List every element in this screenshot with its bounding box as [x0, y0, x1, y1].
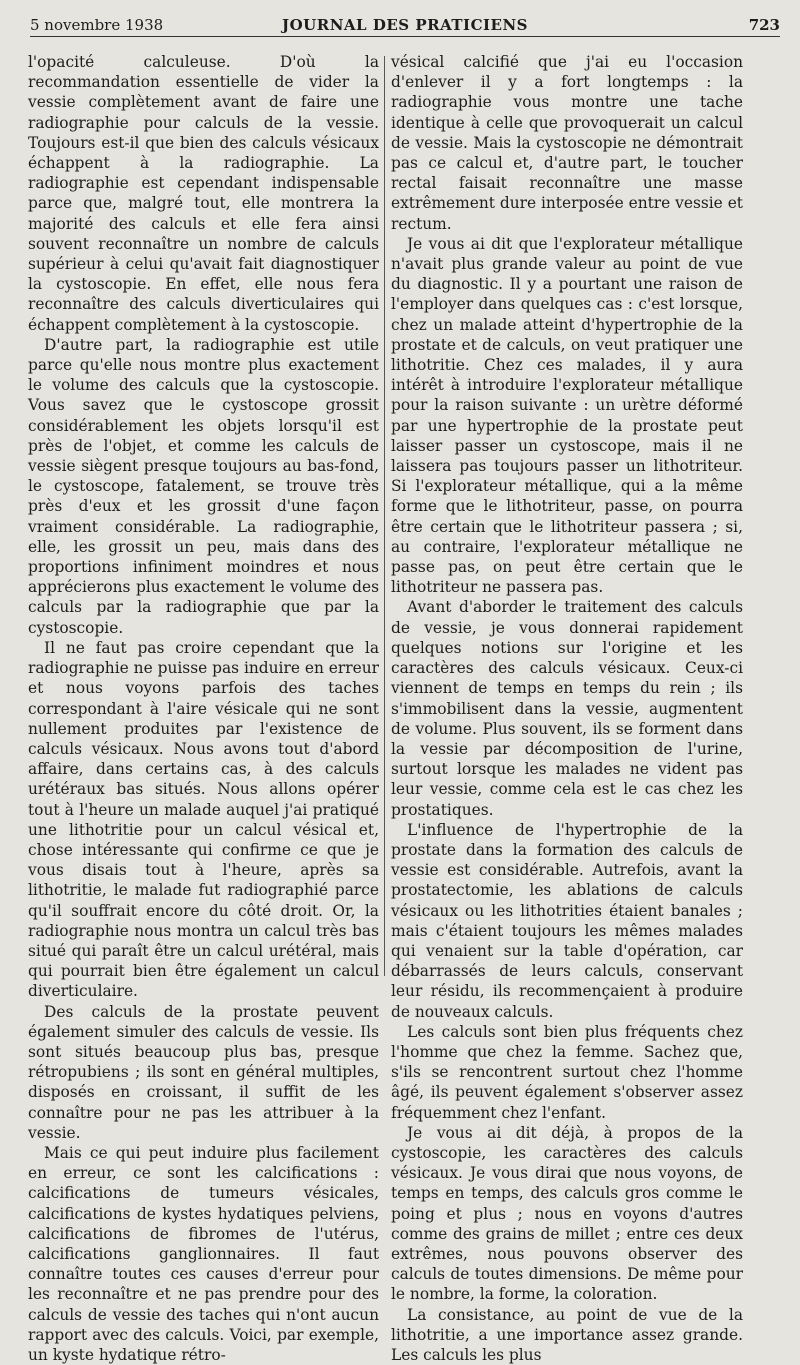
- paragraph: D'autre part, la radiographie est utile parce qu'elle nous montre plus exactement le volume des calculs que la cystoscopie. Vous savez que le cystoscope grossit considérablement les objets lorsqu'il est près de l'objet, et comme les calculs de vessie siègent presque toujours au bas-fond, le cystoscope, fatalement, se trouve très près d'eux et les grossit d'une façon vraiment considérable. La radiographie, elle, les grossit un peu, mais dans des proportions infiniment moindres et nous apprécierons plus exactement le volume des calculs par la radiographie que par la cystoscopie.: [28, 335, 379, 637]
- paragraph: Mais ce qui peut induire plus facilement en erreur, ce sont les calcifications : calcifications de tumeurs vésicales, calcifications de kystes hydatiques pelviens, calcifications de fibromes de l'utérus, calcifications ganglionnaires. Il faut connaître toutes ces causes d'erreur pour les reconnaître et ne pas prendre pour des calculs de vessie des taches qui n'ont aucun rapport avec des calculs. Voici, par exemple, un kyste hydatique rétro-: [28, 1143, 379, 1364]
- paragraph: Je vous ai dit déjà, à propos de la cystoscopie, les caractères des calculs vésicaux. Je vous dirai que nous voyons, de temps en temps, des calculs gros comme le poing et plus ; nous en voyons d'autres comme des grains de millet ; entre ces deux extrêmes, nous pouvons observer des calculs de toutes dimensions. De même pour le nombre, la forme, la coloration.: [391, 1123, 743, 1304]
- paragraph: vésical calcifié que j'ai eu l'occasion d'enlever il y a fort longtemps : la radiographie vous montre une tache identique à celle que provoquerait un calcul de vessie. Mais la cystoscopie ne démontrait pas ce calcul et, d'autre part, le toucher rectal faisait reconnaître une masse extrêmement dure interposée entre vessie et rectum.: [391, 53, 743, 233]
- issue-date: 5 novembre 1938: [30, 16, 164, 34]
- paragraph: L'influence de l'hypertrophie de la prostate dans la formation des calculs de vessie est considérable. Autrefois, avant la prostatectomie, les ablations de calculs vésicaux ou les lithotrities étaient banales ; mais c'étaient toujours les mêmes malades qui venaient sur la table d'opération, car débarrassés de leurs calculs, conservant leur résidu, ils recommençaient à produire de nouveaux calculs.: [391, 820, 743, 1021]
- journal-title: JOURNAL DES PRATICIENS: [282, 16, 528, 34]
- paragraph: Il ne faut pas croire cependant que la radiographie ne puisse pas induire en erreur et nous voyons parfois des taches correspondant à l'aire vésicale qui ne sont nullement produites par l'existence de calculs vésicaux. Nous avons tout d'abord affaire, dans certains cas, à des calculs urétéraux bas situés. Nous allons opérer tout à l'heure un malade auquel j'ai pratiqué une lithotritie pour un calcul vésical et, chose intéressante qui confirme ce que je vous disais tout à l'heure, après sa lithotritie, le malade fut radiographié parce qu'il souffrait encore du côté droit. Or, la radiographie nous montra un calcul très bas situé qui paraît être un calcul urétéral, mais qui pourrait bien être également un calcul diverticulaire.: [28, 638, 379, 1001]
- paragraph: Avant d'aborder le traitement des calculs de vessie, je vous donnerai rapidement quelques notions sur l'origine et les caractères des calculs vésicaux. Ceux-ci viennent de temps en temps du rein ; ils s'immobilisent dans la vessie, augmentent de volume. Plus souvent, ils se forment dans la vessie par décomposition de l'urine, surtout lorsque les malades ne vident pas leur vessie, comme cela est le cas chez les prostatiques.: [391, 598, 743, 819]
- paragraph: Les calculs sont bien plus fréquents chez l'homme que chez la femme. Sachez que, s'ils se rencontrent surtout chez l'homme âgé, ils peuvent également s'observer assez fréquemment chez l'enfant.: [391, 1022, 743, 1122]
- right-column: [391, 52, 743, 1365]
- paragraph: Je vous ai dit que l'explorateur métallique n'avait plus grande valeur au point de vue du diagnostic. Il y a pourtant une raison de l'employer dans quelques cas : c'est lorsque, chez un malade atteint d'hypertrophie de la prostate et de calculs, on veut pratiquer une lithotritie. Chez ces malades, il y aura intérêt à introduire l'explorateur métallique pour la raison suivante : un urètre déformé par une hypertrophie de la prostate peut laisser passer un cystoscope, mais il ne laissera pas toujours passer un lithotriteur. Si l'explorateur métallique, qui a la même forme que le lithotriteur, passe, on pourra être certain que le lithotriteur passera ; si, au contraire, l'explorateur métallique ne passe pas, on peut être certain que le lithotriteur ne passera pas.: [391, 234, 743, 597]
- paragraph: Des calculs de la prostate peuvent également simuler des calculs de vessie. Ils sont situés beaucoup plus bas, presque rétropubiens ; ils sont en général multiples, disposés en croissant, il suffit de les connaître pour ne pas les attribuer à la vessie.: [28, 1002, 379, 1142]
- page-header: [30, 14, 780, 37]
- paragraph: l'opacité calculeuse. D'où la recommandation essentielle de vider la vessie complètement avant de faire une radiographie pour calculs de la vessie. Toujours est-il que bien des calculs vésicaux échappent à la radiographie. La radiographie est cependant indispensable parce que, malgré tout, elle montrera la majorité des calculs et elle fera ainsi souvent reconnaître un nombre de calculs supérieur à celui qu'avait fait diagnostiquer la cystoscopie. En effet, elle nous fera reconnaître des calculs diverticulaires qui échappent complètement à la cystoscopie.: [28, 53, 379, 334]
- left-column: [28, 52, 379, 1365]
- page-number: 723: [748, 16, 780, 34]
- paragraph: La consistance, au point de vue de la lithotritie, a une importance assez grande. Les calculs les plus: [391, 1305, 743, 1364]
- column-divider: [384, 56, 385, 976]
